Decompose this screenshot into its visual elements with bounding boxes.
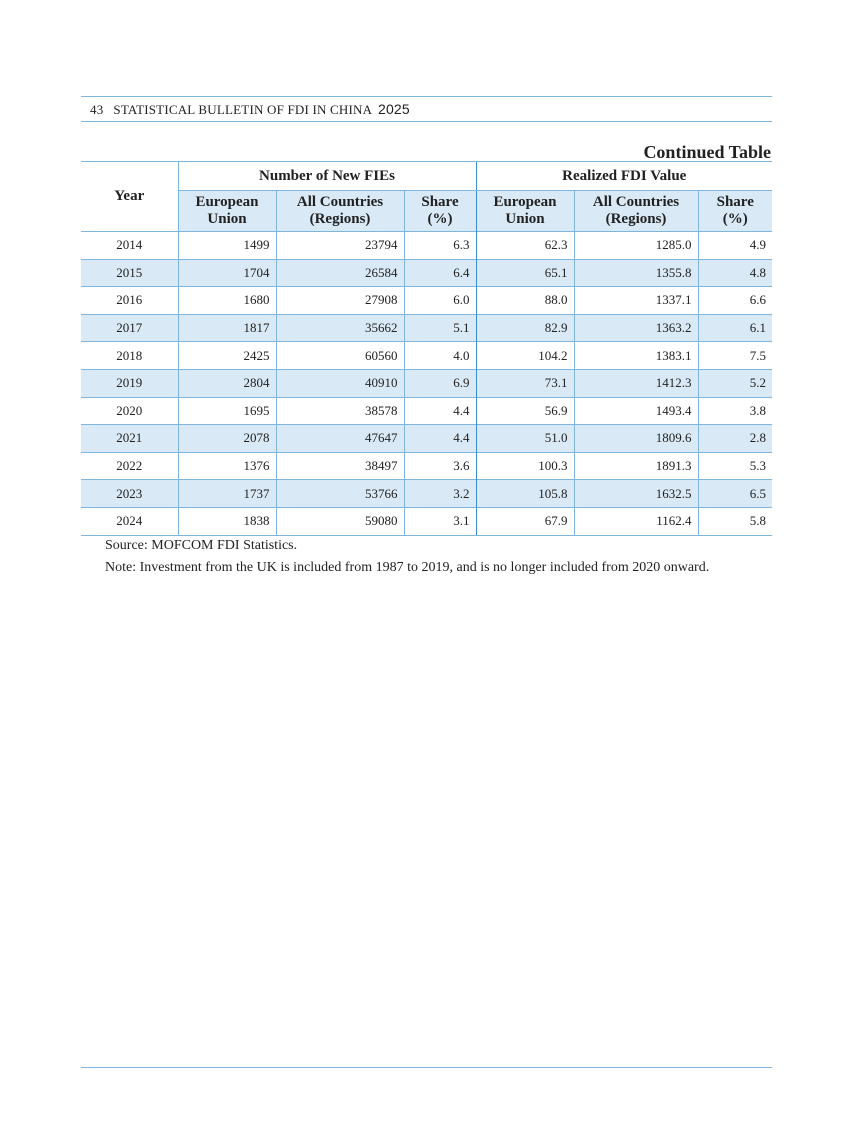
cell-fie-share: 3.6	[404, 452, 476, 480]
cell-fdi-share: 5.2	[698, 369, 772, 397]
new-fies-group-header: Number of New FIEs	[178, 162, 476, 191]
header-line: All Countries	[592, 194, 680, 210]
fie-eu-header	[178, 191, 276, 232]
table-row	[81, 452, 772, 480]
fdi-share-header	[698, 191, 772, 232]
cell-fdi-share: 4.9	[698, 232, 772, 260]
cell-fie-all: 35662	[276, 314, 404, 342]
cell-fie-all: 47647	[276, 425, 404, 453]
fie-all-header	[276, 191, 404, 232]
fdi-eu-header	[476, 191, 574, 232]
header-line: Share	[421, 194, 459, 210]
cell-fie-share: 4.4	[404, 425, 476, 453]
cell-year: 2018	[81, 342, 178, 370]
table-row	[81, 314, 772, 342]
cell-fdi-eu: 105.8	[476, 480, 574, 508]
header-bottom-rule	[81, 121, 772, 122]
header-line: (Regions)	[309, 211, 371, 227]
fie-share-header	[404, 191, 476, 232]
cell-year: 2015	[81, 259, 178, 287]
table-row	[81, 342, 772, 370]
table-row	[81, 480, 772, 508]
cell-fdi-all: 1162.4	[574, 507, 698, 535]
header-line: (Regions)	[605, 211, 667, 227]
cell-fie-share: 3.1	[404, 507, 476, 535]
cell-fie-all: 27908	[276, 287, 404, 315]
cell-year: 2021	[81, 425, 178, 453]
header-line: Share	[716, 194, 754, 210]
cell-fdi-eu: 56.9	[476, 397, 574, 425]
cell-year: 2022	[81, 452, 178, 480]
cell-fie-eu: 1499	[178, 232, 276, 260]
cell-year: 2016	[81, 287, 178, 315]
cell-year: 2014	[81, 232, 178, 260]
cell-fie-eu: 2804	[178, 369, 276, 397]
header-line: Union	[505, 211, 545, 227]
continued-table-label: Continued Table	[643, 142, 771, 162]
table-body	[81, 232, 772, 536]
table-row	[81, 397, 772, 425]
fdi-table	[81, 161, 772, 536]
cell-fie-eu: 1838	[178, 507, 276, 535]
cell-fdi-eu: 67.9	[476, 507, 574, 535]
header-line: European	[195, 194, 259, 210]
cell-fie-eu: 1704	[178, 259, 276, 287]
table-row	[81, 287, 772, 315]
cell-year: 2023	[81, 480, 178, 508]
cell-fie-all: 38578	[276, 397, 404, 425]
table-row	[81, 369, 772, 397]
cell-fdi-share: 2.8	[698, 425, 772, 453]
cell-fie-share: 4.0	[404, 342, 476, 370]
cell-fie-share: 3.2	[404, 480, 476, 508]
table-row	[81, 232, 772, 260]
cell-fdi-eu: 88.0	[476, 287, 574, 315]
cell-fdi-all: 1337.1	[574, 287, 698, 315]
uk-note: Note: Investment from the UK is included from 1987 to 2019, and is no longer included from 2020 onward.	[105, 560, 710, 575]
fdi-all-header	[574, 191, 698, 232]
header-line: All Countries	[296, 194, 384, 210]
cell-fdi-all: 1493.4	[574, 397, 698, 425]
running-header	[90, 101, 410, 118]
cell-fie-share: 6.4	[404, 259, 476, 287]
cell-fie-eu: 1376	[178, 452, 276, 480]
header-line: European	[493, 194, 557, 210]
bulletin-title: STATISTICAL BULLETIN OF FDI IN CHINA	[113, 102, 372, 117]
cell-fie-share: 6.9	[404, 369, 476, 397]
cell-fdi-all: 1363.2	[574, 314, 698, 342]
cell-fdi-eu: 104.2	[476, 342, 574, 370]
table-row	[81, 259, 772, 287]
source-note: Source: MOFCOM FDI Statistics.	[105, 538, 298, 553]
year-header: Year	[81, 162, 178, 232]
cell-year: 2020	[81, 397, 178, 425]
cell-fdi-eu: 62.3	[476, 232, 574, 260]
cell-fdi-share: 6.1	[698, 314, 772, 342]
cell-fdi-share: 5.3	[698, 452, 772, 480]
footer-rule	[81, 1067, 772, 1068]
cell-fie-all: 38497	[276, 452, 404, 480]
cell-fie-share: 6.0	[404, 287, 476, 315]
table-row	[81, 425, 772, 453]
cell-fie-eu: 1695	[178, 397, 276, 425]
page-number: 43	[90, 102, 104, 117]
cell-year: 2024	[81, 507, 178, 535]
cell-fie-eu: 1817	[178, 314, 276, 342]
cell-fdi-all: 1809.6	[574, 425, 698, 453]
cell-fie-share: 5.1	[404, 314, 476, 342]
cell-fdi-eu: 65.1	[476, 259, 574, 287]
cell-fdi-share: 3.8	[698, 397, 772, 425]
cell-fdi-all: 1285.0	[574, 232, 698, 260]
cell-fie-share: 6.3	[404, 232, 476, 260]
cell-fdi-share: 7.5	[698, 342, 772, 370]
cell-fie-eu: 1737	[178, 480, 276, 508]
cell-fdi-eu: 82.9	[476, 314, 574, 342]
cell-fdi-share: 6.6	[698, 287, 772, 315]
cell-fdi-all: 1632.5	[574, 480, 698, 508]
cell-fdi-share: 5.8	[698, 507, 772, 535]
cell-fdi-all: 1891.3	[574, 452, 698, 480]
cell-fie-all: 59080	[276, 507, 404, 535]
cell-year: 2019	[81, 369, 178, 397]
cell-fie-all: 60560	[276, 342, 404, 370]
cell-fie-all: 23794	[276, 232, 404, 260]
cell-fie-all: 53766	[276, 480, 404, 508]
cell-fdi-eu: 100.3	[476, 452, 574, 480]
header-line: Union	[207, 211, 247, 227]
cell-fie-eu: 1680	[178, 287, 276, 315]
bulletin-year: 2025	[377, 101, 410, 117]
cell-fie-share: 4.4	[404, 397, 476, 425]
realized-fdi-group-header: Realized FDI Value	[476, 162, 772, 191]
cell-fdi-all: 1355.8	[574, 259, 698, 287]
cell-fie-eu: 2425	[178, 342, 276, 370]
cell-fdi-all: 1383.1	[574, 342, 698, 370]
group-header-row	[81, 162, 772, 191]
sub-header-row	[81, 191, 772, 232]
cell-fie-eu: 2078	[178, 425, 276, 453]
cell-fdi-share: 4.8	[698, 259, 772, 287]
header-line: (%)	[722, 211, 748, 227]
cell-fdi-eu: 51.0	[476, 425, 574, 453]
cell-fdi-all: 1412.3	[574, 369, 698, 397]
table-row	[81, 507, 772, 535]
cell-fdi-eu: 73.1	[476, 369, 574, 397]
header-line: (%)	[427, 211, 453, 227]
cell-fie-all: 26584	[276, 259, 404, 287]
cell-fdi-share: 6.5	[698, 480, 772, 508]
header-top-rule	[81, 96, 772, 97]
cell-year: 2017	[81, 314, 178, 342]
cell-fie-all: 40910	[276, 369, 404, 397]
